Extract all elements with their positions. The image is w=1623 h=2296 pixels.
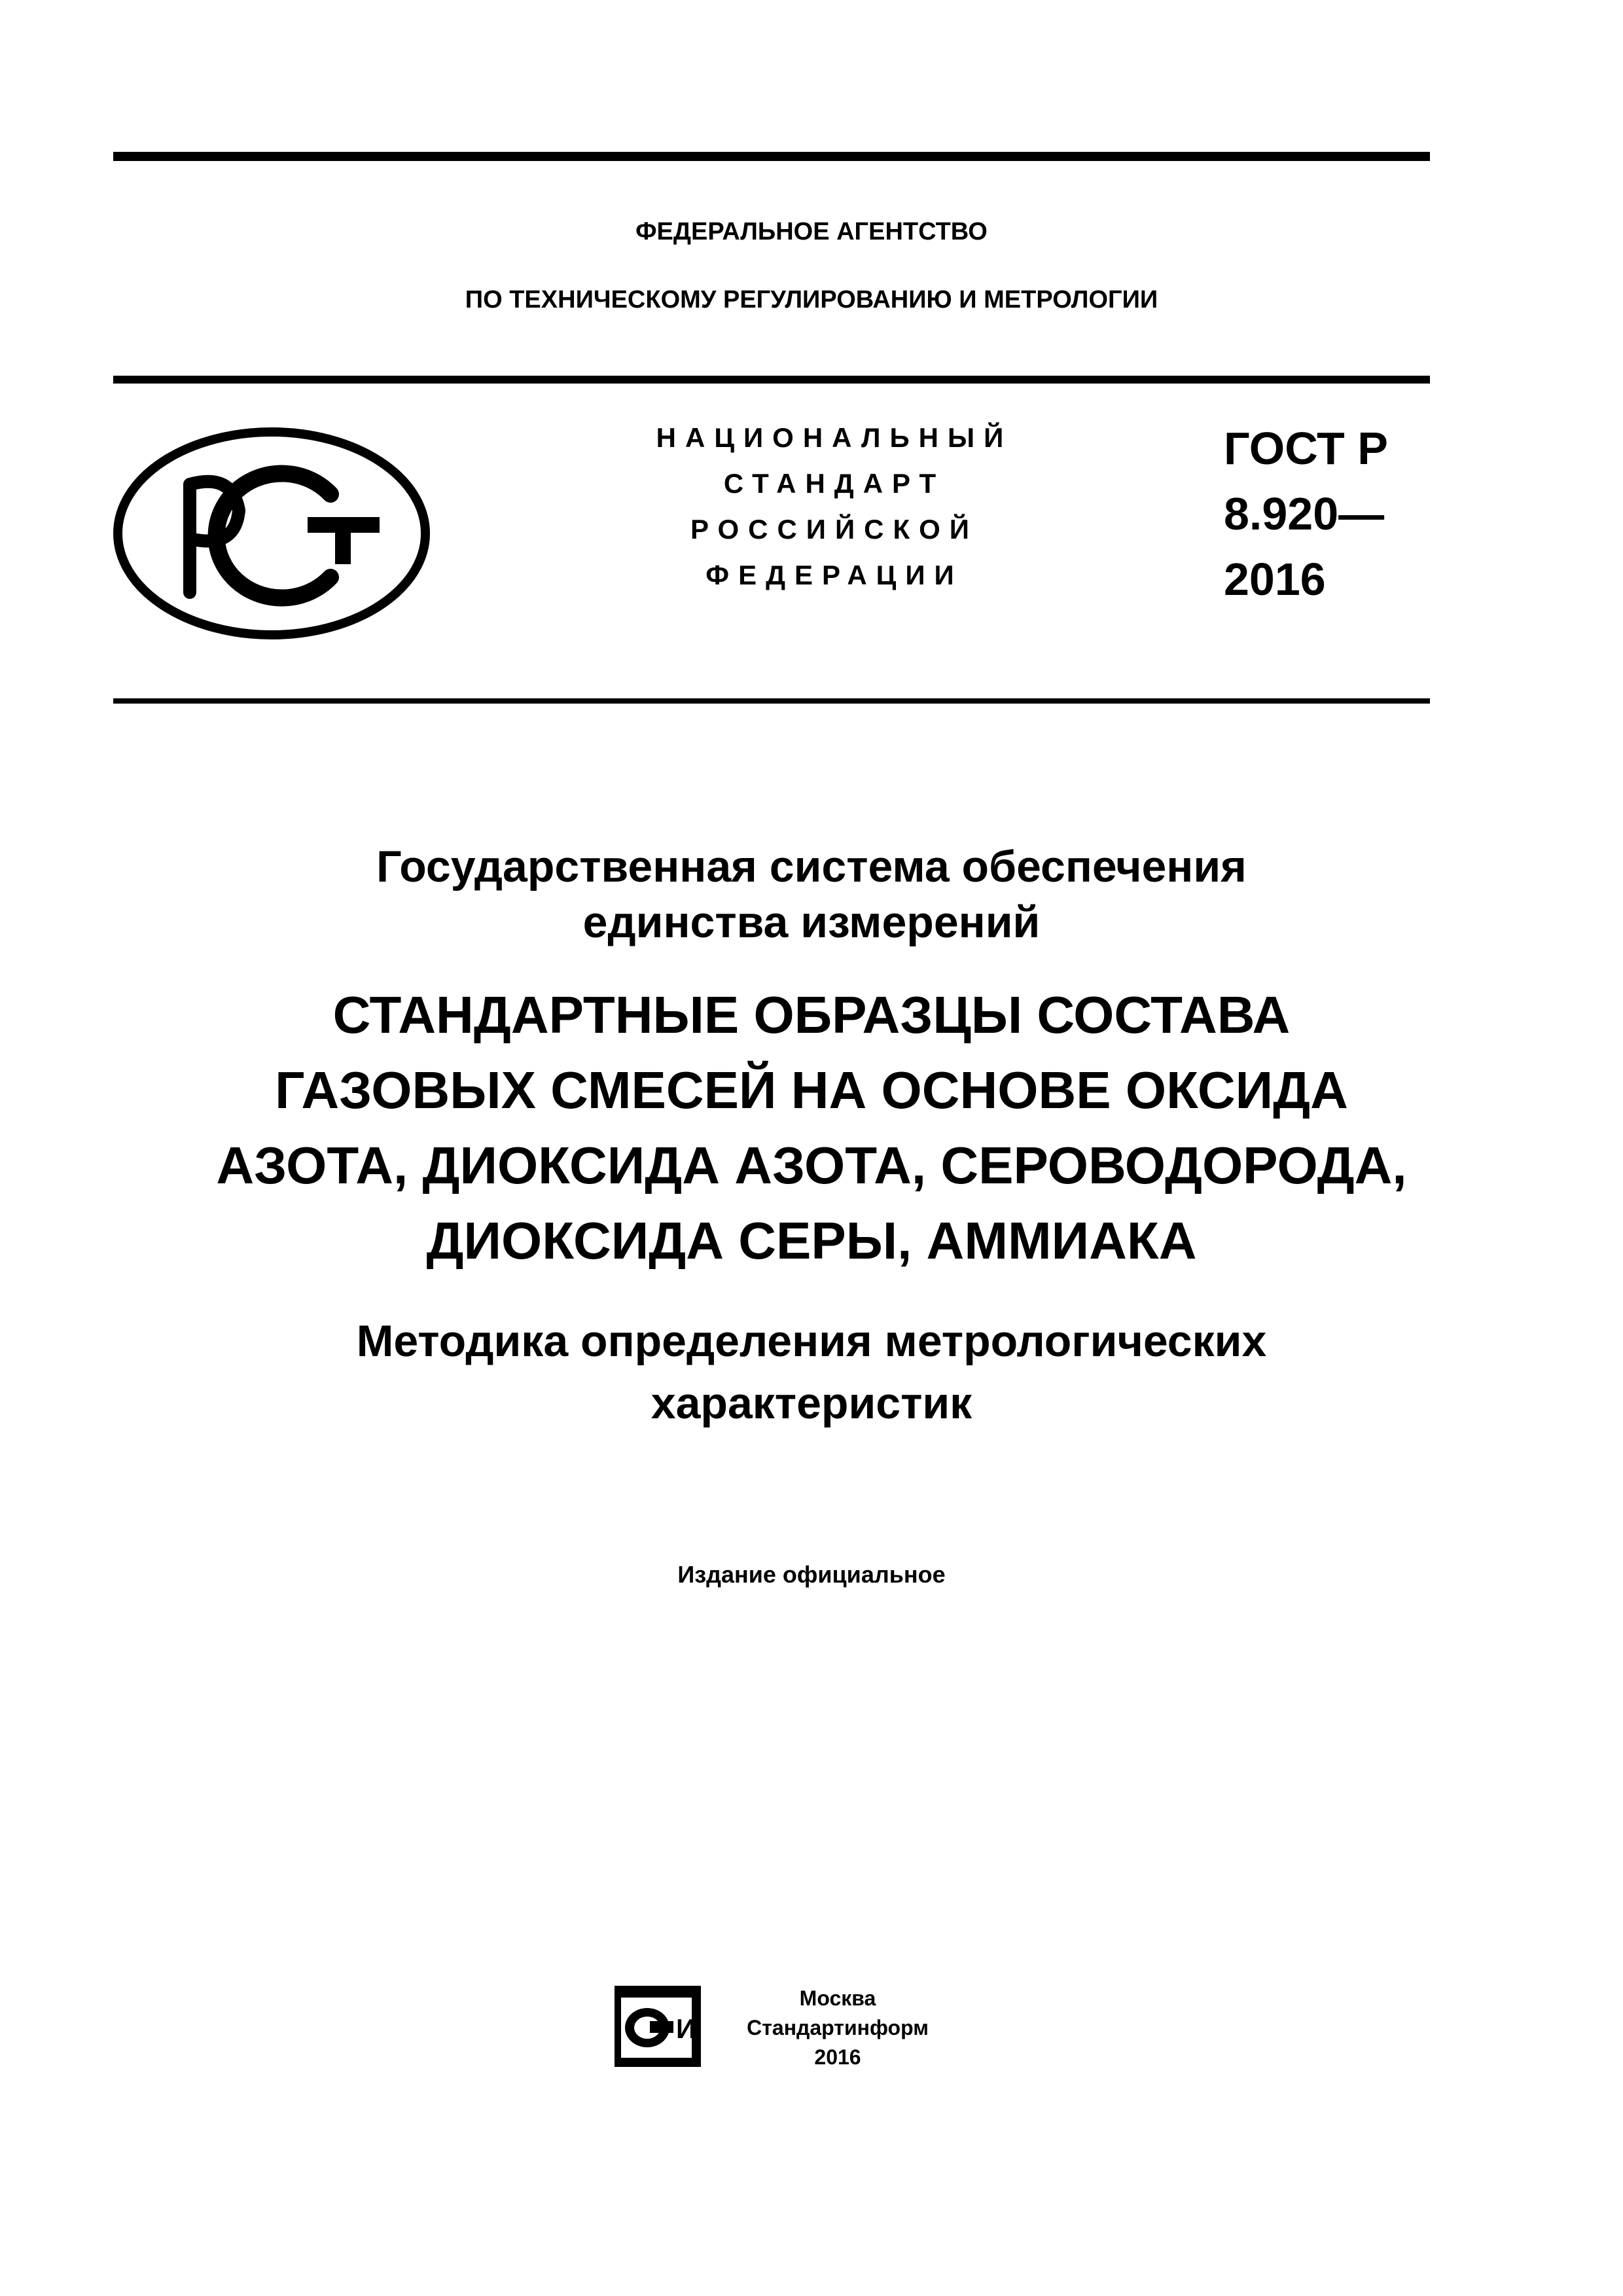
rst-mark-icon <box>111 425 432 641</box>
edition-label: Издание официальное <box>677 1561 946 1588</box>
publication-year: 2016 <box>814 2045 861 2069</box>
national-standard-line-3: РОССИЙСКОЙ <box>690 514 978 545</box>
title-rule <box>113 698 1430 704</box>
standard-designation-line-1: ГОСТ Р <box>1224 423 1388 474</box>
main-title-line-2: ГАЗОВЫХ СМЕСЕЙ НА ОСНОВЕ ОКСИДА <box>275 1061 1348 1119</box>
main-title-line-3: АЗОТА, ДИОКСИДА АЗОТА, СЕРОВОДОРОДА, <box>216 1136 1407 1194</box>
main-title-line-1: СТАНДАРТНЫЕ ОБРАЗЦЫ СОСТАВА <box>332 986 1291 1044</box>
top-rule <box>113 152 1430 161</box>
agency-name-line-2: ПО ТЕХНИЧЕСКОМУ РЕГУЛИРОВАНИЮ И МЕТРОЛОГИИ <box>465 286 1158 314</box>
series-title-line-1: Государственная система обеспечения <box>376 842 1247 891</box>
national-standard-line-4: ФЕДЕРАЦИИ <box>705 560 963 590</box>
standard-designation-line-3: 2016 <box>1224 554 1326 605</box>
method-title-line-1: Методика определения метрологических <box>356 1316 1267 1366</box>
header-rule <box>113 376 1430 384</box>
series-title-line-2: единства измерений <box>582 897 1041 947</box>
standard-designation-line-2: 8.920— <box>1224 488 1385 539</box>
national-standard-line-1: НАЦИОНАЛЬНЫЙ <box>656 422 1013 453</box>
method-title-line-2: характеристик <box>651 1378 972 1428</box>
publisher-name: Стандартинформ <box>747 2016 929 2039</box>
standartinform-logo-icon <box>612 1983 707 2072</box>
main-title-line-4: ДИОКСИДА СЕРЫ, АММИАКА <box>426 1211 1197 1270</box>
publisher-city: Москва <box>799 1986 876 2010</box>
svg-text:И: И <box>676 2013 696 2044</box>
agency-name-line-1: ФЕДЕРАЛЬНОЕ АГЕНТСТВО <box>635 218 988 245</box>
national-standard-line-2: СТАНДАРТ <box>723 468 946 499</box>
